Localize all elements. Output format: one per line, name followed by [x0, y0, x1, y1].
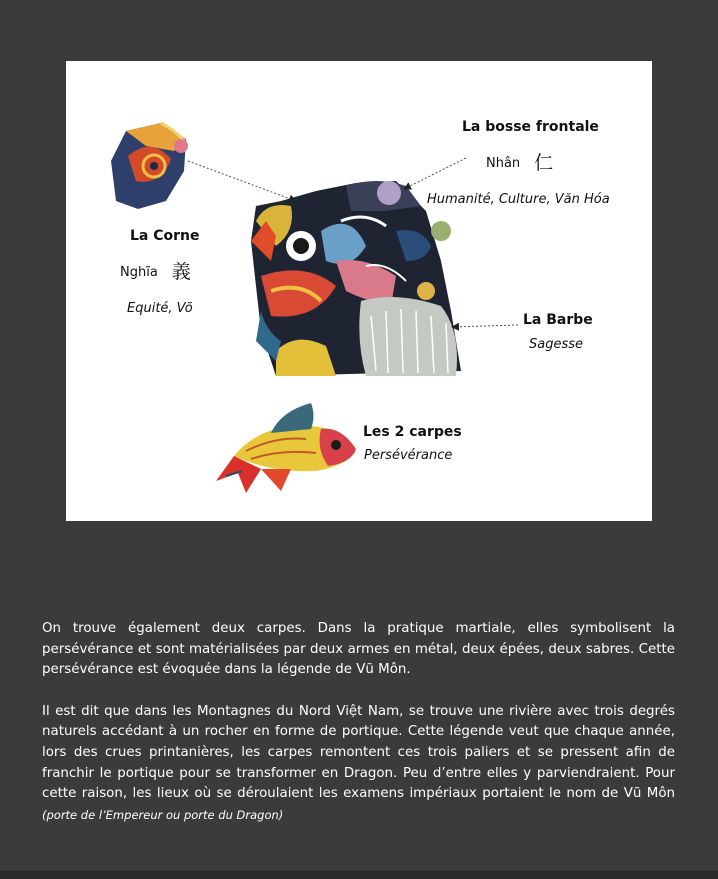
paragraph-2-note: (porte de l’Empereur ou porte du Dragon): [42, 807, 284, 822]
paragraph-2-text: Il est dit que dans les Montagnes du Nord Việt Nam, se trouve une rivière avec trois degrés naturels accédant à un rocher en forme de portique. Cette légende veut que chaque année, lors des crues printanières, les carpes remontent ces trois paliers et se pressent afin de franchir le portique pour se transformer en Dragon. Peu d’entre elles y parviendraient. Pour cette raison, les lieux où se déroulaient les examens impériaux portaient le nom de Vũ Môn: [42, 703, 675, 802]
bump-meaning: Humanité, Culture, Văn Hóa: [427, 192, 610, 207]
body-text: [42, 619, 675, 826]
lion-head-image: [251, 181, 461, 376]
carp-image: [216, 403, 356, 493]
horn-title: La Corne: [130, 228, 200, 244]
horn-name: Nghĩa: [120, 265, 158, 280]
horn-pointer-line: [188, 161, 296, 201]
lion-head-figure: [66, 61, 652, 521]
carps-title: Les 2 carpes: [363, 424, 462, 440]
bottom-divider: [0, 871, 718, 879]
bump-title: La bosse frontale: [462, 119, 599, 135]
bump-pointer-line: [404, 158, 466, 189]
carps-meaning: Persévérance: [364, 448, 453, 463]
bump-hanzi: 仁: [534, 152, 554, 174]
horn-meaning: Equité, Võ: [127, 301, 193, 316]
beard-pointer-line: [452, 325, 518, 327]
beard-meaning: Sagesse: [529, 337, 584, 352]
beard-title: La Barbe: [523, 312, 593, 328]
paragraph-2: [42, 702, 675, 827]
horn-vietnamese-name: [120, 257, 191, 284]
horn-image: [111, 123, 188, 209]
bump-name: Nhân: [486, 156, 521, 171]
horn-hanzi: 義: [171, 261, 191, 283]
paragraph-1: On trouve également deux carpes. Dans la pratique martiale, elles symbolisent la persévérance et sont matérialisées par deux armes en métal, deux épées, deux sabres. Cette persévérance est évoquée dans la légende de Vũ Môn.: [42, 621, 675, 678]
bump-vietnamese-name: [486, 148, 553, 175]
